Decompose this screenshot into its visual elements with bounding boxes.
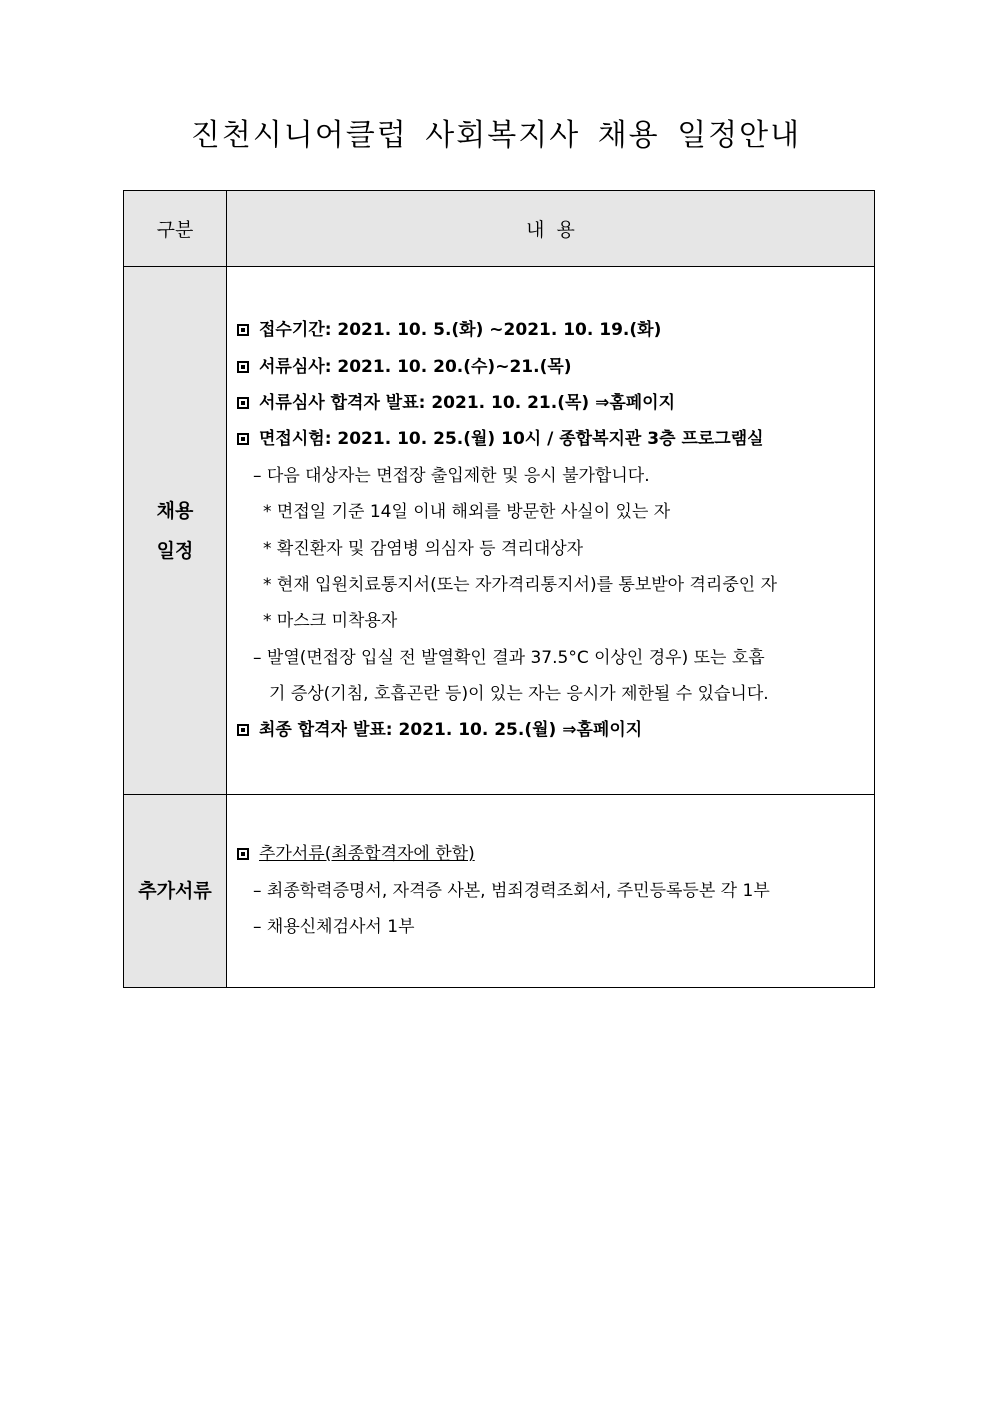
header-content xyxy=(227,191,875,267)
extra-documents-label: 추가서류 xyxy=(124,795,227,988)
extra-document-item: – 채용신체검사서 1부 xyxy=(253,917,415,938)
reception-period xyxy=(237,312,866,348)
restriction-item: * 확진환자 및 감염병 의심자 등 격리대상자 xyxy=(263,538,584,559)
fever-notice-line2: 기 증상(기침, 호흡곤란 등)이 있는 자는 응시가 제한될 수 있습니다. xyxy=(269,684,769,705)
schedule-label-line1: 채용 xyxy=(156,499,194,522)
document-review-result-text: 서류심사 합격자 발표: 2021. 10. 21.(목) ⇒홈페이지 xyxy=(259,392,676,413)
fever-notice-line1: – 발열(면접장 입실 전 발열확인 결과 37.5°C 이상인 경우) 또는 호흡 xyxy=(253,647,765,668)
schedule-label xyxy=(124,267,227,795)
extra-documents-content xyxy=(227,795,875,988)
schedule-row xyxy=(124,267,875,795)
restriction-item: * 마스크 미착용자 xyxy=(263,611,398,632)
restriction-item: * 현재 입원치료통지서(또는 자가격리통지서)를 통보받아 격리중인 자 xyxy=(263,574,778,595)
extra-documents-heading xyxy=(237,836,866,872)
document-review-text: 서류심사: 2021. 10. 20.(수)~21.(목) xyxy=(259,356,572,377)
page-title: 진천시니어클럽 사회복지사 채용 일정안내 xyxy=(190,118,802,153)
schedule-content xyxy=(227,267,875,795)
square-bullet-icon xyxy=(237,848,249,860)
extra-documents-heading-text: 추가서류(최종합격자에 한함) xyxy=(259,844,475,865)
extra-document-item: – 최종학력증명서, 자격증 사본, 범죄경력조회서, 주민등록등본 각 1부 xyxy=(253,880,770,901)
reception-period-text: 접수기간: 2021. 10. 5.(화) ~2021. 10. 19.(화) xyxy=(259,320,662,341)
square-bullet-icon xyxy=(237,724,249,736)
final-result-text: 최종 합격자 발표: 2021. 10. 25.(월) ⇒홈페이지 xyxy=(259,720,643,741)
recruitment-schedule-table xyxy=(123,190,875,988)
interview xyxy=(237,421,866,457)
final-result xyxy=(237,712,866,748)
restriction-item: * 면접일 기준 14일 이내 해외를 방문한 사실이 있는 자 xyxy=(263,502,671,523)
header-category: 구분 xyxy=(124,191,227,267)
square-bullet-icon xyxy=(237,397,249,409)
interview-text: 면접시험: 2021. 10. 25.(월) 10시 / 종합복지관 3층 프로그램실 xyxy=(259,429,764,450)
square-bullet-icon xyxy=(237,361,249,373)
table-header-row xyxy=(124,191,875,267)
header-content-label: 내 용 xyxy=(526,219,575,241)
schedule-label-line2: 일정 xyxy=(156,539,194,562)
square-bullet-icon xyxy=(237,324,249,336)
square-bullet-icon xyxy=(237,433,249,445)
extra-documents-row xyxy=(124,795,875,988)
restriction-intro: – 다음 대상자는 면접장 출입제한 및 응시 불가합니다. xyxy=(253,465,650,486)
document-review xyxy=(237,349,866,385)
document-review-result xyxy=(237,385,866,421)
